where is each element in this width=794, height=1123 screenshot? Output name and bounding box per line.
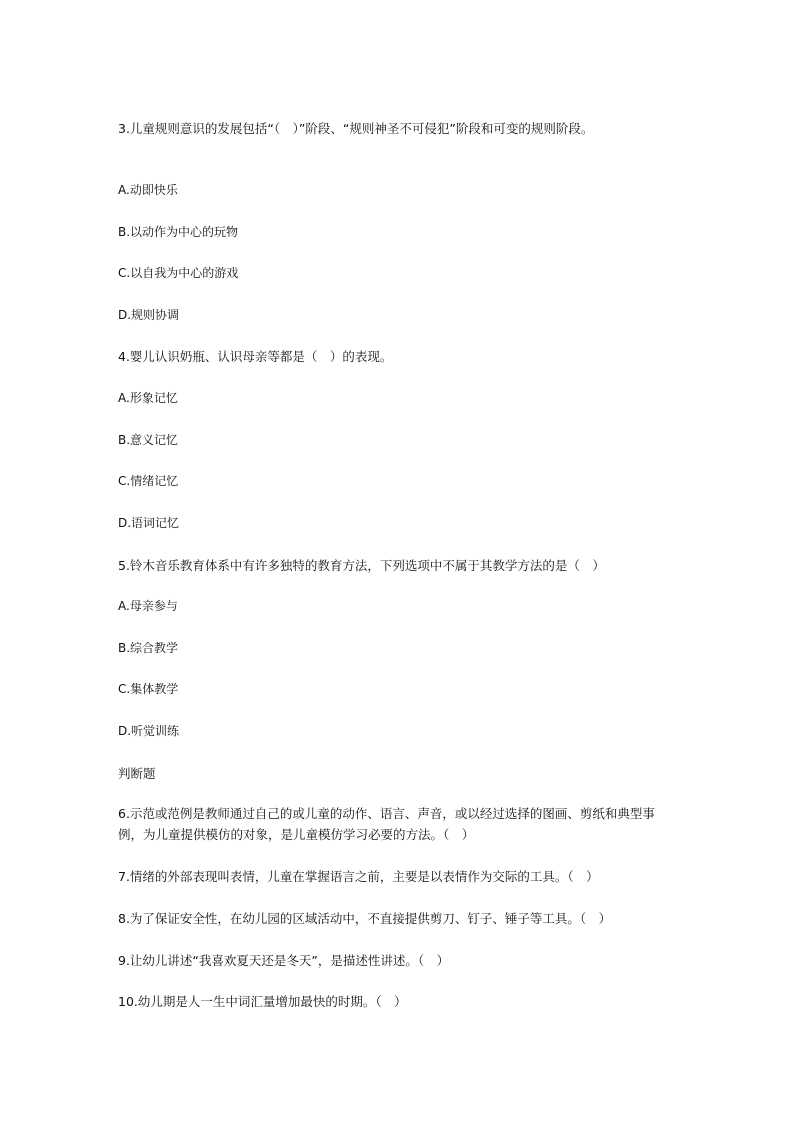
question-4-option-a: A.形象记忆: [118, 391, 178, 405]
question-5-option-d: D.听觉训练: [118, 724, 180, 738]
question-4-option-c: C.情绪记忆: [118, 474, 179, 488]
question-5-option-c: C.集体教学: [118, 682, 179, 696]
judgment-9: 9.让幼儿讲述“我喜欢夏天还是冬天”，是描述性讲述。（ ）: [118, 953, 450, 968]
judgment-7: 7.情绪的外部表现叫表情，儿童在掌握语言之前，主要是以表情作为交际的工具。（ ）: [118, 869, 599, 884]
section-title: 判断题: [118, 766, 156, 781]
question-3-stem: 3.儿童规则意识的发展包括“（ ）”阶段、“规则神圣不可侵犯”阶段和可变的规则阶段。: [118, 121, 594, 136]
question-3-option-a: A.动即快乐: [118, 183, 178, 197]
question-3-option-d: D.规则协调: [118, 308, 180, 322]
question-4-stem: 4.婴儿认识奶瓶、认识母亲等都是（ ）的表现。: [118, 349, 393, 364]
question-4-option-b: B.意义记忆: [118, 433, 179, 447]
judgment-6: 6.示范或范例是教师通过自己的或儿童的动作、语言、声音，或以经过选择的图画、剪纸和典型事例，为儿童提供模仿的对象，是儿童模仿学习必要的方法。（ ）: [118, 806, 655, 842]
judgment-8: 8.为了保证安全性，在幼儿园的区域活动中，不直接提供剪刀、钉子、锤子等工具。（ ）: [118, 911, 612, 926]
question-5-option-b: B.综合教学: [118, 641, 179, 655]
question-5-stem: 5.铃木音乐教育体系中有许多独特的教育方法，下列选项中不属于其教学方法的是（ ）: [118, 558, 605, 573]
judgment-10: 10.幼儿期是人一生中词汇量增加最快的时期。（ ）: [118, 994, 407, 1009]
question-4-option-d: D.语词记忆: [118, 516, 180, 530]
question-3-option-b: B.以动作为中心的玩物: [118, 225, 239, 239]
question-3-option-c: C.以自我为中心的游戏: [118, 266, 239, 280]
question-5-option-a: A.母亲参与: [118, 599, 178, 613]
